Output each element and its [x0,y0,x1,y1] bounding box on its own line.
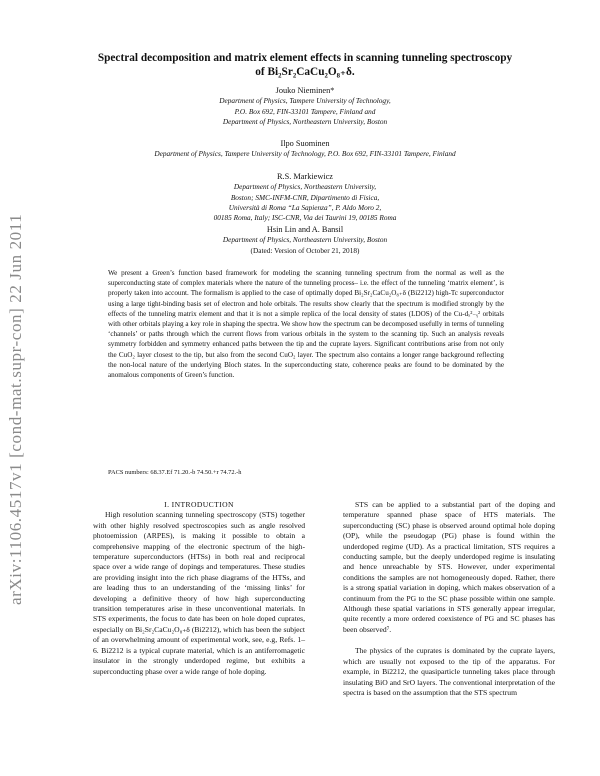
abstract: We present a Green’s function based framework for modeling the scanning tunneling spectrum from the normal as well as the superconducting state of complex materials where the nature of the tunneling process– i.e. the effect of the tunneling ‘matrix element’, is properly taken into account. The formalism is applied to the case of optimally doped Bi₂Sr₂CaCu₂O₈₊δ (Bi2212) high-Tc superconductor using a large tight-binding basis set of electron and hole orbitals. The results show clearly that the spectrum is modified strongly by the effects of the tunneling matrix element and that it is not a simple replica of the local density of states (LDOS) of the Cu-dₓ²₋ᵧ² orbitals with other orbitals playing a key role in shaping the spectra. We show how the spectrum can be decomposed usefully in terms of tunneling ‘channels’ or paths through which the current flows from various orbitals in the system to the scanning tip. Such an analysis reveals symmetry forbidden and symmetry enhanced paths between the tip and the cuprate layers. Significant contributions arise from not only the CuO₂ layer closest to the tip, but also from the second CuO₂ layer. The spectrum also contains a longer range background reflecting the non-local nature of the underlying Bloch states. In the superconducting state, coherence peaks are found to be dominated by the anomalous components of Green’s function. [108,269,504,380]
column-left [93,500,305,677]
pacs-numbers: PACS numbers: 68.37.Ef 71.20.-b 74.50.+r 74.72.-h [108,469,242,476]
title-line-1: Spectral decomposition and matrix element effects in scanning tunneling spectroscopy [97,52,513,64]
paragraph: STS can be applied to a substantial part of the doping and temperature spanned phase space of HTS materials. The superconducting (SC) phase is observed around optimal hole doping (OP), while the pseudogap (PG) phase is found within the underdoped regime (UD). As a practical limitation, STS requires a conducting sample, but the deeply underdoped regime is insulating and hence unreachable by STS. However, under experimental conditions the samples are not homogeneously doped. Rather, there is a strong spatial variation in doping, which makes observation of a continuum from the PG to the SC phase possible within one sample. Although these spatial variations in STS generally appear irregular, quite recently a more ordered coexistence of PG and SC phases has been observed⁷. [343,500,555,634]
author-block-4 [40,225,570,256]
section-heading: I. INTRODUCTION [164,500,234,509]
paper-title [40,51,570,79]
paragraph: High resolution scanning tunneling spectroscopy (STS) together with other highly resolved spectroscopies such as angle resolved photoemission (ARPES), is making it possible to obtain a comprehensive mapping of the electronic spectrum of the high-temperature superconductors (HTSs) in both real and reciprocal space over a wide range of dopings and temperatures. These studies are providing insight into the rich phase diagrams of the HTSs, and are leading thus to an understanding of the ‘missing links’ for developing a definitive theory of how high superconducting transition temperatures arise in these unconventional materials. In STS experiments, the focus to date has been on hole doped cuprates, especially on Bi₂Sr₂CaCu₂O₈₊δ (Bi2212), which has been the subject of an overwhelming amount of experimental work, see, e.g, Refs. 1–6. Bi2212 is a typical cuprate material, which is an antiferromagetic insulator in the strongly underdoped regime, but exhibits a superconducting phase over a wide range of hole doping. [93,510,305,676]
author-name: Ilpo Suominen [280,139,330,148]
author-name: Hsin Lin and A. Bansil [266,225,344,234]
affiliation-line: 00185 Roma, Italy; ISC-CNR, Via dei Taurini 19, 00185 Roma [213,213,397,223]
arxiv-identifier-stamp [2,175,28,605]
affiliation-line: Department of Physics, Northeastern University, Boston [222,235,388,245]
author-block-2 [40,139,570,160]
author-block-3 [40,172,570,223]
dated-line: (Dated: Version of October 21, 2018) [250,245,360,255]
author-block-1 [40,86,570,127]
affiliation-line: Department of Physics, Tampere University of Technology, P.O. Box 692, FIN-33101 Tampere, Finland [154,149,456,159]
affiliation-line: Boston; SMC-INFM-CNR, Dipartimento di Fisica, [230,192,380,202]
affiliation-line: P.O. Box 692, FIN-33101 Tampere, Finland and [234,106,376,116]
paragraph: The physics of the cuprates is dominated by the cuprate layers, which are usually not exposed to the tip of the apparatus. For example, in Bi2212, the quasiparticle tunneling takes place through insulating BiO and SrO layers. The conventional interpretation of the spectra is based on the assumption that the STS spectrum [343,646,555,697]
author-name: Jouko Nieminen* [275,86,335,95]
column-right [343,500,555,698]
author-name: R.S. Markiewicz [277,172,333,181]
affiliation-line: Department of Physics, Tampere University of Technology, [219,96,391,106]
affiliation-line: Department of Physics, Northeastern University, [233,182,377,192]
title-line-2: of Bi₂Sr₂CaCu₂O₈₊δ. [255,66,355,78]
arxiv-id-text: arXiv:1106.4517v1 [cond-mat.supr-con] 22 Jun 2011 [6,213,25,605]
affiliation-line: Università di Roma “La Sapienza”, P. Aldo Moro 2, [228,202,382,212]
affiliation-line: Department of Physics, Northeastern University, Boston [222,116,388,126]
